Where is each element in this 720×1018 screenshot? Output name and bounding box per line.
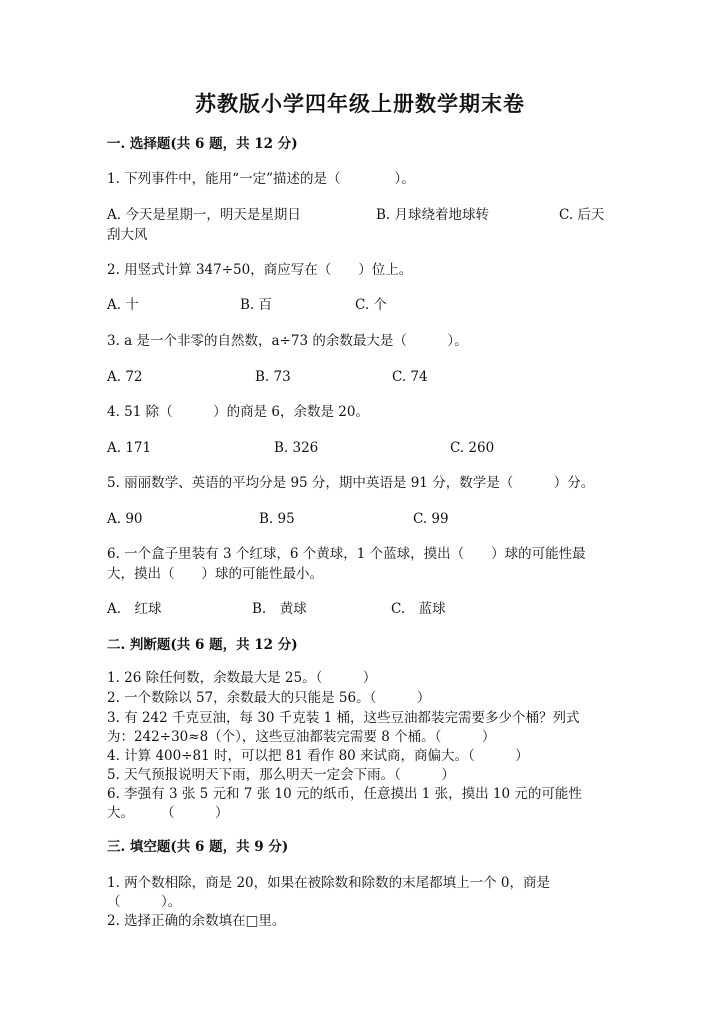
question-4-option-a: A. 171 xyxy=(107,440,152,456)
judgment-line: 4. 计算 400÷81 时，可以把 81 看作 80 来试商，商偏大。（ ） xyxy=(107,748,529,764)
question-6-option-b: B. 黄球 xyxy=(252,601,307,617)
question-1-option-a: A. 今天是星期一，明天是星期日 xyxy=(107,207,301,223)
question-5-option-b: B. 95 xyxy=(259,511,295,527)
question-4-option-b: B. 326 xyxy=(274,440,319,456)
judgment-line: 1. 26 除任何数，余数最大是 25。（ ） xyxy=(107,670,377,686)
question-6-option-c: C. 蓝球 xyxy=(391,601,446,617)
question-6-stem-line2: 大，摸出（ ）球的可能性最小。 xyxy=(107,566,323,582)
section-heading-choice: 一. 选择题(共 6 题，共 12 分) xyxy=(107,136,298,152)
question-3-option-c: C. 74 xyxy=(392,369,428,385)
judgment-line: 2. 一个数除以 57，余数最大的只能是 56。（ ） xyxy=(107,690,431,706)
fill-blank-line: 1. 两个数相除，商是 20，如果在被除数和除数的末尾都填上一个 0，商是 xyxy=(107,875,551,891)
question-1-option-c: C. 后天 xyxy=(559,207,605,223)
judgment-line: 为：242÷30≈8（个），这些豆油都装完需要 8 个桶。（ ） xyxy=(107,729,496,745)
judgment-line: 3. 有 242 千克豆油，每 30 千克装 1 桶，这些豆油都装完需要多少个桶？列式 xyxy=(107,710,580,726)
question-4-stem: 4. 51 除（ ）的商是 6，余数是 20。 xyxy=(107,404,369,420)
section-heading-fill-blank: 三. 填空题(共 6 题，共 9 分) xyxy=(107,839,289,855)
question-2-stem: 2. 用竖式计算 347÷50，商应写在（ ）位上。 xyxy=(107,262,413,278)
question-4-option-c: C. 260 xyxy=(450,440,495,456)
judgment-line: 大。 （ ） xyxy=(107,805,229,821)
page-title: 苏教版小学四年级上册数学期末卷 xyxy=(195,91,525,116)
question-1-option-b: B. 月球绕着地球转 xyxy=(376,207,490,223)
question-3-option-b: B. 73 xyxy=(255,369,291,385)
question-1-option-c-wrap: 刮大风 xyxy=(107,227,148,243)
question-5-stem: 5. 丽丽数学、英语的平均分是 95 分，期中英语是 91 分，数学是（ ）分。 xyxy=(107,475,595,491)
question-2-option-c: C. 个 xyxy=(355,297,387,313)
question-6-stem: 6. 一个盒子里装有 3 个红球，6 个黄球，1 个蓝球，摸出（ ）球的可能性最 xyxy=(107,546,586,562)
section-heading-judgment: 二. 判断题(共 6 题，共 12 分) xyxy=(107,637,298,653)
question-3-option-a: A. 72 xyxy=(107,369,143,385)
question-2-option-a: A. 十 xyxy=(107,297,139,313)
judgment-line: 6. 李强有 3 张 5 元和 7 张 10 元的纸币，任意摸出 1 张，摸出 10 元的可能性 xyxy=(107,786,582,802)
fill-blank-line: （ ）。 xyxy=(107,894,182,910)
question-5-option-c: C. 99 xyxy=(413,511,449,527)
question-6-option-a: A. 红球 xyxy=(107,601,162,617)
judgment-line: 5. 天气预报说明天下雨，那么明天一定会下雨。（ ） xyxy=(107,767,455,783)
question-1-stem: 1. 下列事件中，能用“一定”描述的是（ ）。 xyxy=(107,171,415,187)
question-5-option-a: A. 90 xyxy=(107,511,143,527)
question-3-stem: 3. a 是一个非零的自然数，a÷73 的余数最大是（ ）。 xyxy=(107,333,468,349)
fill-blank-line: 2. 选择正确的余数填在□里。 xyxy=(107,913,286,929)
question-2-option-b: B. 百 xyxy=(240,297,273,313)
